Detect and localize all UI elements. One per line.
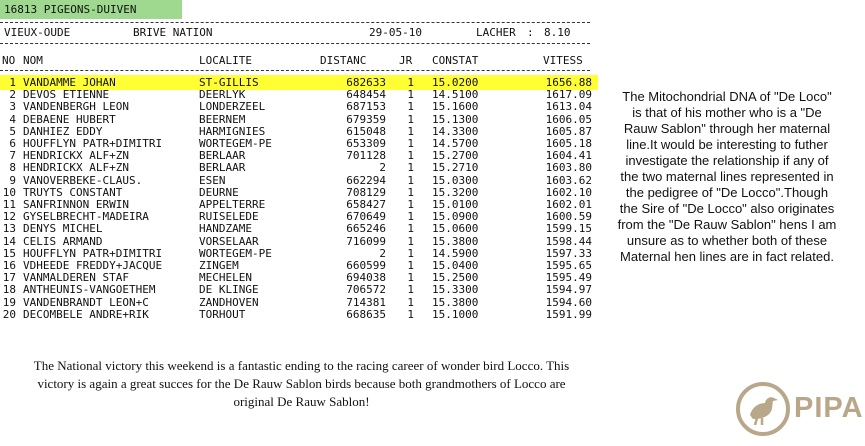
cell-no: 12 <box>2 210 16 224</box>
cell-nom: DEBAENE HUBERT <box>23 112 116 126</box>
col-no: NO <box>2 54 16 67</box>
cell-vitesse: 1598.44 <box>545 234 592 248</box>
cell-distance: 706572 <box>346 283 386 297</box>
cell-vitesse: 1604.41 <box>545 149 592 163</box>
cell-distance: 694038 <box>346 271 386 285</box>
cell-distance: 658427 <box>346 198 386 211</box>
cell-no: 14 <box>2 234 16 248</box>
cell-constat: 15.0900 <box>432 210 479 224</box>
cell-nom: HOUFFLYN PATR+DIMITRI <box>23 246 163 260</box>
cell-nom: DEVOS ETIENNE <box>23 88 110 102</box>
cell-distance: 653309 <box>346 137 386 150</box>
cell-vitesse: 1591.99 <box>545 307 592 321</box>
cell-nom: VDHEEDE FREDDY+JACQUE <box>23 259 163 272</box>
table-row <box>0 126 598 138</box>
cell-constat: 14.5100 <box>432 88 479 102</box>
table-row <box>0 309 598 321</box>
cell-distance: 708129 <box>346 185 386 199</box>
table-row <box>0 236 598 248</box>
race-name: BRIVE NATION <box>133 26 213 39</box>
cell-localite: HARMIGNIES <box>199 124 266 138</box>
col-localite: LOCALITE <box>199 54 252 67</box>
cell-no: 13 <box>2 222 16 236</box>
cell-nom: HENDRICKX ALF+ZN <box>23 161 129 175</box>
cell-no: 20 <box>2 307 16 321</box>
cell-constat: 15.1300 <box>432 112 479 126</box>
cell-vitesse: 1656.88 <box>545 76 592 89</box>
release-time: 8.10 <box>544 26 571 39</box>
cell-localite: TORHOUT <box>199 307 246 321</box>
cell-jr: 1 <box>407 149 414 163</box>
cell-nom: VANDENBERGH LEON <box>23 100 129 114</box>
cell-distance: 660599 <box>346 259 386 272</box>
cell-constat: 15.0600 <box>432 222 479 236</box>
cell-nom: GYSELBRECHT-MADEIRA <box>23 210 149 224</box>
cell-constat: 15.0200 <box>432 76 479 89</box>
divider <box>0 70 590 71</box>
cell-jr: 1 <box>407 210 414 224</box>
cell-nom: VANDENBRANDT LEON+C <box>23 295 149 309</box>
cell-jr: 1 <box>407 161 414 175</box>
cell-no: 6 <box>9 137 16 150</box>
cell-localite: MECHELEN <box>199 271 252 285</box>
cell-localite: WORTEGEM-PE <box>199 137 272 150</box>
col-vitesse: VITESS <box>543 54 583 67</box>
cell-vitesse: 1617.09 <box>545 88 592 102</box>
cell-distance: 687153 <box>346 100 386 114</box>
cell-vitesse: 1599.15 <box>545 222 592 236</box>
pigeon-icon <box>735 381 791 437</box>
cell-jr: 1 <box>407 76 414 89</box>
cell-no: 7 <box>9 149 16 163</box>
cell-no: 8 <box>9 161 16 175</box>
cell-nom: DENYS MICHEL <box>23 222 103 236</box>
cell-jr: 1 <box>407 234 414 248</box>
table-row <box>0 223 598 235</box>
cell-jr: 1 <box>407 307 414 321</box>
cell-vitesse: 1594.97 <box>545 283 592 297</box>
cell-nom: VANOVERBEKE-CLAUS. <box>23 173 143 187</box>
release-separator: : <box>527 26 534 39</box>
cell-vitesse: 1602.10 <box>545 185 592 199</box>
cell-vitesse: 1603.62 <box>545 173 592 187</box>
cell-constat: 15.2500 <box>432 271 479 285</box>
cell-no: 19 <box>2 295 16 309</box>
cell-localite: BERLAAR <box>199 149 246 163</box>
cell-distance: 648454 <box>346 88 386 102</box>
cell-localite: ESEN <box>199 173 226 187</box>
cell-constat: 15.3800 <box>432 234 479 248</box>
cell-jr: 1 <box>407 88 414 102</box>
cell-jr: 1 <box>407 100 414 114</box>
table-row <box>0 199 598 211</box>
cell-constat: 15.2710 <box>432 161 479 175</box>
cell-distance: 2 <box>379 161 386 175</box>
cell-no: 17 <box>2 271 16 285</box>
header-bar <box>0 0 182 19</box>
cell-localite: VORSELAAR <box>199 234 259 248</box>
cell-jr: 1 <box>407 246 414 260</box>
cell-jr: 1 <box>407 222 414 236</box>
cell-constat: 14.5900 <box>432 246 479 260</box>
cell-localite: ZANDHOVEN <box>199 295 259 309</box>
table-row <box>0 175 598 187</box>
cell-no: 3 <box>9 100 16 114</box>
cell-vitesse: 1602.01 <box>545 198 592 211</box>
cell-localite: BEERNEM <box>199 112 246 126</box>
cell-distance: 714381 <box>346 295 386 309</box>
winner-row <box>0 77 598 89</box>
cell-localite: DE KLINGE <box>199 283 259 297</box>
cell-jr: 1 <box>407 271 414 285</box>
cell-localite: LONDERZEEL <box>199 100 266 114</box>
race-category: VIEUX-OUDE <box>4 26 71 39</box>
cell-no: 15 <box>2 246 16 260</box>
cell-vitesse: 1605.18 <box>545 137 592 150</box>
cell-nom: DANHIEZ EDDY <box>23 124 103 138</box>
cell-vitesse: 1600.59 <box>545 210 592 224</box>
cell-vitesse: 1597.33 <box>545 246 592 260</box>
cell-distance: 682633 <box>346 76 386 89</box>
col-nom: NOM <box>23 54 43 67</box>
table-row <box>0 260 598 272</box>
cell-constat: 15.1600 <box>432 100 479 114</box>
cell-localite: BERLAAR <box>199 161 246 175</box>
cell-vitesse: 1595.49 <box>545 271 592 285</box>
cell-constat: 14.5700 <box>432 137 479 150</box>
table-row <box>0 101 598 113</box>
cell-jr: 1 <box>407 112 414 126</box>
mitochondrial-note: The Mitochondrial DNA of "De Loco" is that of his mother who is a "De Rauw Sablon" through her maternal line.It would be interesting to futher investigate the relationship if any of the two maternal lines represented in the pedigree of "De Locco".Though the Sire of "De Locco" also originates from the "De Rauw Sablon" hens I am unsure as to whether both of these Maternal hen lines are in fact related. <box>617 89 837 264</box>
table-row <box>0 211 598 223</box>
col-distance: DISTANC <box>320 54 367 67</box>
table-row <box>0 89 598 101</box>
cell-jr: 1 <box>407 173 414 187</box>
cell-jr: 1 <box>407 137 414 150</box>
cell-distance: 716099 <box>346 234 386 248</box>
cell-constat: 15.0100 <box>432 198 479 211</box>
cell-distance: 615048 <box>346 124 386 138</box>
table-row <box>0 150 598 162</box>
col-constat: CONSTAT <box>432 54 479 67</box>
pipa-logo <box>735 380 864 438</box>
cell-vitesse: 1595.65 <box>545 259 592 272</box>
cell-constat: 14.3300 <box>432 124 479 138</box>
cell-jr: 1 <box>407 124 414 138</box>
race-date: 29-05-10 <box>369 26 422 39</box>
cell-localite: DEERLYK <box>199 88 246 102</box>
cell-constat: 15.1000 <box>432 307 479 321</box>
cell-no: 16 <box>2 259 16 272</box>
cell-constat: 15.3300 <box>432 283 479 297</box>
table-row <box>0 162 598 174</box>
cell-constat: 15.0300 <box>432 173 479 187</box>
cell-vitesse: 1603.80 <box>545 161 592 175</box>
table-row <box>0 114 598 126</box>
cell-distance: 670649 <box>346 210 386 224</box>
cell-no: 11 <box>2 198 16 211</box>
cell-constat: 15.2700 <box>432 149 479 163</box>
cell-jr: 1 <box>407 259 414 272</box>
cell-distance: 662294 <box>346 173 386 187</box>
cell-vitesse: 1594.60 <box>545 295 592 309</box>
cell-constat: 15.0400 <box>432 259 479 272</box>
cell-no: 1 <box>9 76 16 89</box>
cell-jr: 1 <box>407 283 414 297</box>
cell-vitesse: 1613.04 <box>545 100 592 114</box>
table-row <box>0 284 598 296</box>
cell-nom: VANDAMME JOHAN <box>23 76 116 89</box>
cell-nom: TRUYTS CONSTANT <box>23 185 123 199</box>
cell-no: 9 <box>9 173 16 187</box>
cell-no: 2 <box>9 88 16 102</box>
cell-distance: 668635 <box>346 307 386 321</box>
cell-localite: ST-GILLIS <box>199 76 259 89</box>
cell-distance: 679359 <box>346 112 386 126</box>
col-jr: JR <box>399 54 413 67</box>
cell-jr: 1 <box>407 185 414 199</box>
cell-no: 18 <box>2 283 16 297</box>
table-row <box>0 138 598 150</box>
cell-no: 4 <box>9 112 16 126</box>
cell-distance: 665246 <box>346 222 386 236</box>
cell-localite: RUISELEDE <box>199 210 259 224</box>
table-row <box>0 248 598 260</box>
cell-localite: HANDZAME <box>199 222 252 236</box>
logo-text: PIPA <box>794 392 864 424</box>
cell-localite: WORTEGEM-PE <box>199 246 272 260</box>
cell-no: 5 <box>9 124 16 138</box>
divider <box>0 22 590 23</box>
table-row <box>0 297 598 309</box>
results-title: 16813 PIGEONS-DUIVEN <box>4 3 137 16</box>
cell-distance: 2 <box>379 246 386 260</box>
cell-no: 10 <box>2 185 16 199</box>
cell-jr: 1 <box>407 295 414 309</box>
victory-caption: The National victory this weekend is a fantastic ending to the racing career of wonder bird Locco. This victory is again a great succes for the De Rauw Sablon birds because both grandmothers of Locco are original De Rauw Sablon! <box>33 358 570 409</box>
cell-vitesse: 1605.87 <box>545 124 592 138</box>
cell-nom: DECOMBELE ANDRE+RIK <box>23 307 149 321</box>
divider <box>0 43 590 44</box>
cell-nom: HOUFFLYN PATR+DIMITRI <box>23 137 163 150</box>
cell-jr: 1 <box>407 198 414 211</box>
table-row <box>0 187 598 199</box>
cell-nom: SANFRINNON ERWIN <box>23 198 129 211</box>
cell-nom: VANMALDEREN STAF <box>23 271 129 285</box>
cell-distance: 701128 <box>346 149 386 163</box>
release-label: LACHER <box>476 26 516 39</box>
cell-localite: ZINGEM <box>199 259 239 272</box>
cell-nom: ANTHEUNIS-VANGOETHEM <box>23 283 156 297</box>
cell-vitesse: 1606.05 <box>545 112 592 126</box>
cell-nom: CELIS ARMAND <box>23 234 103 248</box>
cell-nom: HENDRICKX ALF+ZN <box>23 149 129 163</box>
cell-constat: 15.3200 <box>432 185 479 199</box>
cell-constat: 15.3800 <box>432 295 479 309</box>
cell-localite: DEURNE <box>199 185 239 199</box>
table-row <box>0 272 598 284</box>
cell-localite: APPELTERRE <box>199 198 266 211</box>
